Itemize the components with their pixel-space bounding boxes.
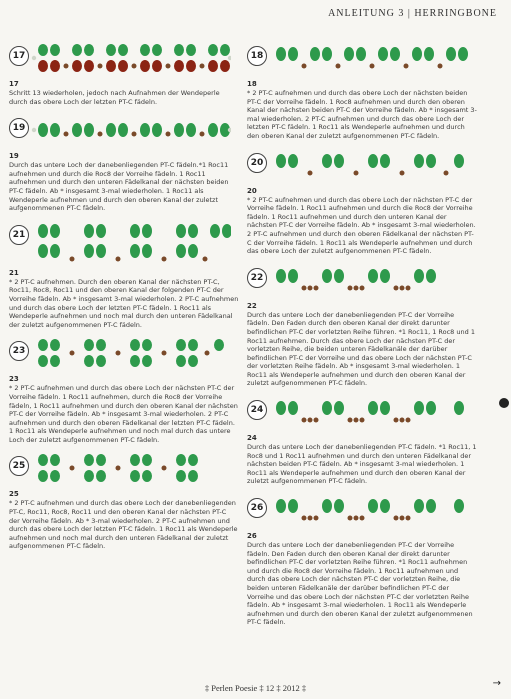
step-text: Durch das untere Loch der danebenliegenden PT-C fädeln. *1 Roc11, 1 Roc8 und 1 Roc11 aufnehmen und durch den unteren Fädelkanal der nächsten beiden PT-C fädeln. Ab * insgesamt 3-mal wiederholen. 1 Roc11 als Wendeperle aufnehmen und durch den oberen Kanal der zuletzt aufgenommenen PT-C fädeln.	[247, 443, 477, 486]
bead-svg	[31, 221, 231, 267]
step-number: 26	[247, 532, 257, 541]
step-number: 21	[9, 268, 19, 277]
step-text: * 2 PT-C aufnehmen und durch das obere Loch der nächsten PT-C der Vorreihe fädeln. 1 Roc11 aufnehmen und durch die Roc8 der Vorreihe fädeln. 1 Roc11 aufnehmen und durch den unteren Kanal der nächsten PT-C der Vorreihe fädeln. Ab * insgesamt 3-mal wiederholen. 2 PT-C aufnehmen und durch den oberen Fädelkanal der nächsten PT-C der Vorreihe fädeln. 1 Roc11 als Wendeperle aufnehmen und durch das obere Loch der zuletzt aufgenommenen PT-C fädeln.	[247, 195, 476, 256]
step-18	[247, 40, 477, 141]
step-badge: 23	[9, 341, 29, 361]
bead-diagram	[247, 40, 477, 78]
step-badge: 21	[9, 225, 29, 245]
bead-diagram	[9, 112, 239, 150]
bead-svg	[31, 42, 231, 76]
step-badge: 20	[247, 153, 267, 173]
bead-diagram	[247, 262, 477, 300]
bead-diagram	[247, 394, 477, 432]
page-header: ANLEITUNG 3 | HERRINGBONE	[328, 8, 497, 19]
bead-diagram	[247, 147, 477, 185]
step-badge: 19	[9, 118, 29, 138]
next-page-arrow-icon: →	[492, 678, 501, 689]
step-number: 24	[247, 434, 257, 443]
step-number: 18	[247, 80, 257, 88]
page-footer: ‡ Perlen Poesie ‡ 12 ‡ 2012 ‡	[204, 683, 307, 693]
step-text: * 2 PT-C aufnehmen und durch das obere Loch der danebenliegenden PT-C, Roc11, Roc8, Roc11 und den oberen Kanal der nächsten PT-C der Vorreihe fädeln. Ab * 3-mal wiederholen. 2 PT-C aufnehmen und durch das obere Loch der letzten PT-C fädeln. 1 Roc11 als Wendeperle aufnehmen und noch mal durch den unteren Fädelkanal der zuletzt aufgenommenen PT-C fädeln.	[9, 499, 238, 551]
bead-svg	[31, 114, 231, 148]
bead-svg	[269, 396, 469, 430]
step-25	[9, 450, 239, 551]
step-text: Schritt 13 wiederholen, jedoch nach Aufnahmen der Wendeperle durch das obere Loch der letzten PT-C fädeln.	[9, 89, 220, 106]
step-number: 22	[247, 301, 257, 310]
step-20	[247, 147, 477, 256]
step-number: 19	[9, 152, 19, 161]
bead-svg	[269, 149, 469, 183]
bead-svg	[269, 42, 469, 76]
step-badge: 24	[247, 400, 267, 420]
step-24	[247, 394, 477, 486]
step-text: Durch das untere Loch der danebenliegenden PT-C der Vorreihe fädeln. Den Faden durch den oberen Kanal der direkt darunter befindlichen PT-C der vorletzten Reihe führen. *1 Roc11, 1 Roc8 und 1 Roc11 aufnehmen. Durch das obere Loch der nächsten PT-C der vorletzten Reihe, die beiden unteren Fädelkanäle der darüber befindlichen PT-C der Vorreihe und das obere Loch der nächsten PT-C der vorletzten Reihe fädeln. Ab * insgesamt 3-mal wiederholen. 1 Roc11 als Wendeperle aufnehmen und durch den oberen Kanal der zuletzt aufgenommenen PT-C fädeln.	[247, 310, 475, 388]
step-26	[247, 492, 477, 627]
bead-svg	[31, 452, 231, 486]
step-19	[9, 112, 239, 213]
bead-svg	[269, 494, 469, 528]
bead-diagram	[9, 40, 239, 78]
step-text: * 2 PT-C aufnehmen und durch das obere Loch der nächsten beiden PT-C der Vorreihe fädeln. 1 Roc8 aufnehmen und durch den oberen Kanal der nächsten beiden PT-C der Vorreihe fädeln. Ab * insgesamt 3-mal wiederholen. 2 PT-C aufnehmen und durch das obere Loch der letzten PT-C fädeln. 1 Roc11 als Wendeperle aufnehmen und durch den oberen Kanal der zuletzt aufgenommenen PT-C fädeln.	[247, 89, 477, 140]
bead-diagram	[9, 335, 239, 373]
step-number: 17	[9, 80, 19, 88]
left-column	[9, 40, 239, 557]
bead-diagram	[247, 492, 477, 530]
step-23	[9, 335, 239, 444]
step-text: Durch das untere Loch der danebenliegenden PT-C fädeln.*1 Roc11 aufnehmen und durch die Roc8 der Vorreihe fädeln. 1 Roc11 aufnehmen und durch den unteren Fädelkanal der nächsten beiden PT-C fädeln. Ab * insgesamt 3-mal wiederholen. 1 Roc11 als Wendeperle aufnehmen und durch den oberen Kanal der zuletzt aufgenommenen PT-C fädeln.	[9, 161, 229, 213]
step-badge: 25	[9, 456, 29, 476]
right-column	[247, 40, 477, 633]
step-number: 25	[9, 490, 19, 499]
step-21	[9, 219, 239, 330]
bead-diagram	[9, 219, 239, 267]
page-edge-dot	[499, 398, 509, 408]
step-number: 23	[9, 375, 19, 384]
bead-diagram	[9, 450, 239, 488]
bead-svg	[31, 337, 231, 371]
step-number: 20	[247, 186, 257, 195]
step-badge: 22	[247, 268, 267, 288]
step-badge: 26	[247, 498, 267, 518]
step-17	[9, 40, 239, 106]
step-badge: 18	[247, 46, 267, 66]
step-text: Durch das untere Loch der danebenliegenden PT-C der Vorreihe fädeln. Den Faden durch den oberen Kanal der direkt darunter befindlichen PT-C der vorletzten Reihe führen. *1 Roc11 aufnehmen und durch die Roc8 der Vorreihe fädeln. 1 Roc11 aufnehmen und durch das obere Loch der nächsten PT-C der vorletzten Reihe, die beiden unteren Fädelkanäle der darüber befindlichen PT-C der Vorreihe und das obere Loch der nächsten PT-C der vorletzten Reihe fädeln. Ab * insgesamt 3-mal wiederholen. 1 Roc11 als Wendeperle aufnehmen und durch den oberen Kanal der zuletzt aufgenommenen PT-C fädeln.	[247, 541, 473, 627]
step-badge: 17	[9, 46, 29, 66]
bead-svg	[269, 264, 469, 298]
step-22	[247, 262, 477, 388]
step-text: * 2 PT-C aufnehmen. Durch den oberen Kanal der nächsten PT-C, Roc11, Roc8, Roc11 und den oberen Kanal der folgenden PT-C der Vorreihe fädeln. Ab * insgesamt 3-mal wiederholen. 2 PT-C aufnehmen und durch das obere Loch der letzten PT-C fädeln. 1 Roc11 als Wendeperle aufnehmen und noch mal durch den unteren Fädelkanal der zuletzt aufgenommenen PT-C fädeln.	[9, 277, 239, 329]
step-text: * 2 PT-C aufnehmen und durch das obere Loch der nächsten PT-C der Vorreihe fädeln. 1 Roc11 aufnehmen, durch die Roc8 der Vorreihe fädeln, 1 Roc11 aufnehmen und durch den oberen Kanal der nächsten PT-C der Vorreihe fädeln. Ab * insgesamt 3-mal wiederholen. 2 PT-C aufnehmen und durch den oberen Fädelkanal der letzten PT-C fädeln. 1 Roc11 als Wendeperle aufnehmen und noch mal durch das untere Loch der zuletzt aufgenommenen PT-C fädeln.	[9, 384, 238, 444]
